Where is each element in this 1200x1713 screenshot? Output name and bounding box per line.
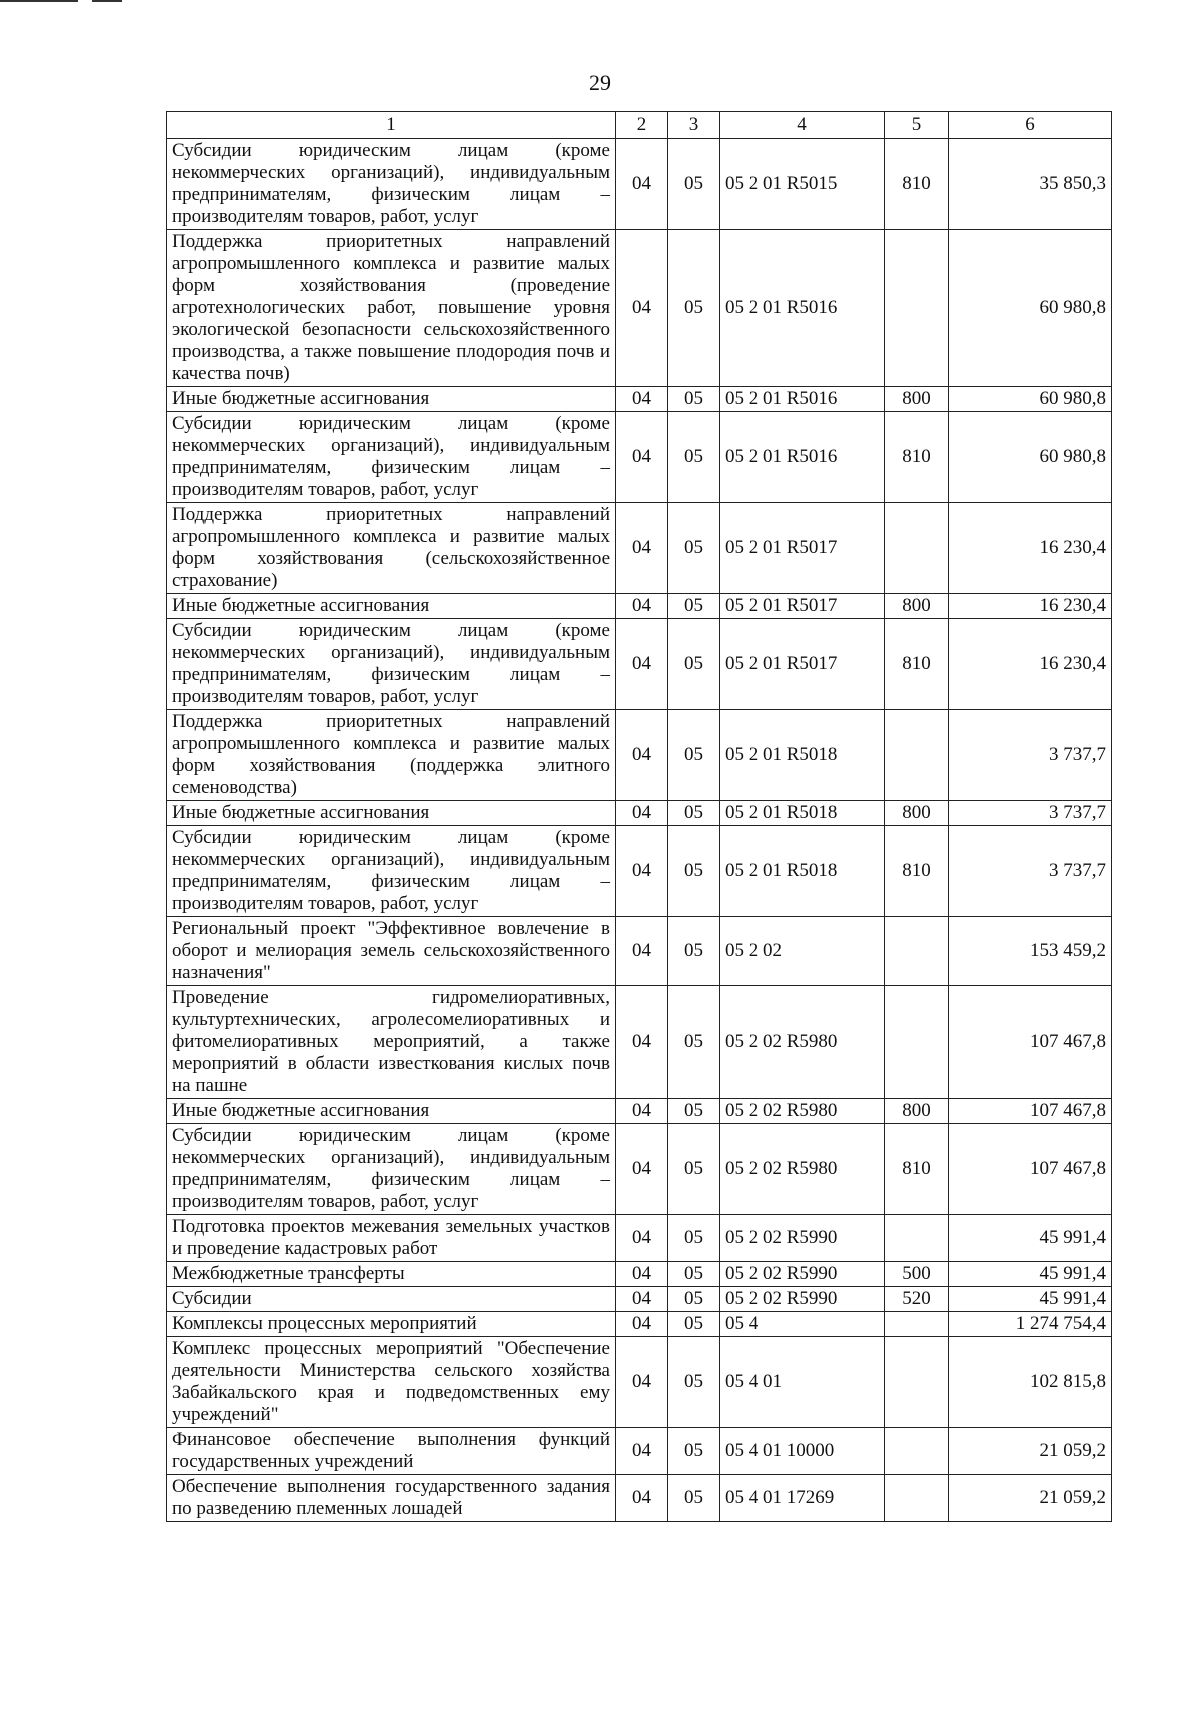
header-cell: 3: [668, 112, 720, 139]
amount-cell: 60 980,8: [949, 412, 1112, 503]
row-name-cell: Субсидии юридическим лицам (кроме некоммерческих организаций), индивидуальным предпринимателям, физическим лицам – производителям товаров, работ, услуг: [167, 139, 616, 230]
subsection-code-cell: 05: [668, 387, 720, 412]
target-article-cell: 05 4 01 10000: [720, 1428, 885, 1475]
table-row: [167, 801, 1112, 826]
subsection-code-cell: 05: [668, 1287, 720, 1312]
target-article-cell: 05 2 02 R5990: [720, 1262, 885, 1287]
amount-cell: 21 059,2: [949, 1428, 1112, 1475]
target-article-cell: 05 2 01 R5016: [720, 387, 885, 412]
expense-type-cell: [885, 230, 949, 387]
section-code-cell: 04: [616, 1312, 668, 1337]
expense-type-cell: 810: [885, 1124, 949, 1215]
expense-type-cell: [885, 1312, 949, 1337]
expense-type-cell: [885, 986, 949, 1099]
section-code-cell: 04: [616, 1124, 668, 1215]
header-cell: 1: [167, 112, 616, 139]
subsection-code-cell: 05: [668, 1312, 720, 1337]
table-row: [167, 230, 1112, 387]
table-row: [167, 1262, 1112, 1287]
target-article-cell: 05 2 02 R5980: [720, 1099, 885, 1124]
target-article-cell: 05 2 01 R5017: [720, 503, 885, 594]
amount-cell: 60 980,8: [949, 230, 1112, 387]
expense-type-cell: 800: [885, 387, 949, 412]
row-name-cell: Иные бюджетные ассигнования: [167, 594, 616, 619]
target-article-cell: 05 2 02 R5990: [720, 1287, 885, 1312]
expense-type-cell: [885, 710, 949, 801]
section-code-cell: 04: [616, 986, 668, 1099]
target-article-cell: 05 2 01 R5016: [720, 412, 885, 503]
scan-edge-mark: [0, 0, 78, 2]
amount-cell: 3 737,7: [949, 801, 1112, 826]
subsection-code-cell: 05: [668, 1337, 720, 1428]
subsection-code-cell: 05: [668, 503, 720, 594]
row-name-cell: Межбюджетные трансферты: [167, 1262, 616, 1287]
row-name-cell: Субсидии юридическим лицам (кроме некоммерческих организаций), индивидуальным предпринимателям, физическим лицам – производителям товаров, работ, услуг: [167, 619, 616, 710]
section-code-cell: 04: [616, 1099, 668, 1124]
table-row: [167, 1337, 1112, 1428]
section-code-cell: 04: [616, 710, 668, 801]
amount-cell: 60 980,8: [949, 387, 1112, 412]
scan-edge-mark: [92, 0, 122, 2]
target-article-cell: 05 2 01 R5018: [720, 826, 885, 917]
expense-type-cell: 810: [885, 619, 949, 710]
amount-cell: 16 230,4: [949, 594, 1112, 619]
table-row: [167, 503, 1112, 594]
table-row: [167, 619, 1112, 710]
section-code-cell: 04: [616, 917, 668, 986]
row-name-cell: Поддержка приоритетных направлений агропромышленного комплекса и развитие малых форм хозяйствования (проведение агротехнологических работ, повышение уровня экологической безопасности сельскохозяйственного производства, а также повышение плодородия почв и качества почв): [167, 230, 616, 387]
row-name-cell: Комплексы процессных мероприятий: [167, 1312, 616, 1337]
subsection-code-cell: 05: [668, 139, 720, 230]
row-name-cell: Иные бюджетные ассигнования: [167, 801, 616, 826]
target-article-cell: 05 2 01 R5018: [720, 710, 885, 801]
section-code-cell: 04: [616, 1287, 668, 1312]
target-article-cell: 05 2 01 R5015: [720, 139, 885, 230]
subsection-code-cell: 05: [668, 412, 720, 503]
subsection-code-cell: 05: [668, 1262, 720, 1287]
section-code-cell: 04: [616, 1215, 668, 1262]
subsection-code-cell: 05: [668, 917, 720, 986]
table-row: [167, 986, 1112, 1099]
subsection-code-cell: 05: [668, 594, 720, 619]
subsection-code-cell: 05: [668, 230, 720, 387]
row-name-cell: Подготовка проектов межевания земельных участков и проведение кадастровых работ: [167, 1215, 616, 1262]
expense-type-cell: [885, 1215, 949, 1262]
row-name-cell: Иные бюджетные ассигнования: [167, 387, 616, 412]
amount-cell: 102 815,8: [949, 1337, 1112, 1428]
row-name-cell: Региональный проект "Эффективное вовлечение в оборот и мелиорация земель сельскохозяйственного назначения": [167, 917, 616, 986]
table-row: [167, 1475, 1112, 1522]
amount-cell: 107 467,8: [949, 1124, 1112, 1215]
section-code-cell: 04: [616, 1475, 668, 1522]
table-row: [167, 826, 1112, 917]
table-row: [167, 917, 1112, 986]
row-name-cell: Субсидии: [167, 1287, 616, 1312]
target-article-cell: 05 2 02 R5980: [720, 986, 885, 1099]
subsection-code-cell: 05: [668, 826, 720, 917]
table-row: [167, 594, 1112, 619]
subsection-code-cell: 05: [668, 801, 720, 826]
expense-type-cell: [885, 503, 949, 594]
target-article-cell: 05 4 01: [720, 1337, 885, 1428]
budget-table: [166, 111, 1112, 1522]
section-code-cell: 04: [616, 1262, 668, 1287]
amount-cell: 21 059,2: [949, 1475, 1112, 1522]
amount-cell: 107 467,8: [949, 986, 1112, 1099]
table-row: [167, 412, 1112, 503]
target-article-cell: 05 4: [720, 1312, 885, 1337]
amount-cell: 45 991,4: [949, 1262, 1112, 1287]
expense-type-cell: 800: [885, 1099, 949, 1124]
expense-type-cell: [885, 1475, 949, 1522]
row-name-cell: Поддержка приоритетных направлений агропромышленного комплекса и развитие малых форм хозяйствования (сельскохозяйственное страхование): [167, 503, 616, 594]
subsection-code-cell: 05: [668, 619, 720, 710]
subsection-code-cell: 05: [668, 1124, 720, 1215]
target-article-cell: 05 2 01 R5017: [720, 594, 885, 619]
target-article-cell: 05 4 01 17269: [720, 1475, 885, 1522]
table-row: [167, 1099, 1112, 1124]
expense-type-cell: 810: [885, 412, 949, 503]
expense-type-cell: 800: [885, 594, 949, 619]
expense-type-cell: 810: [885, 139, 949, 230]
header-cell: 4: [720, 112, 885, 139]
section-code-cell: 04: [616, 619, 668, 710]
amount-cell: 35 850,3: [949, 139, 1112, 230]
amount-cell: 45 991,4: [949, 1215, 1112, 1262]
expense-type-cell: 520: [885, 1287, 949, 1312]
row-name-cell: Проведение гидромелиоративных, культуртехнических, агролесомелиоративных и фитомелиоративных мероприятий, а также мероприятий в области известкования кислых почв на пашне: [167, 986, 616, 1099]
amount-cell: 153 459,2: [949, 917, 1112, 986]
amount-cell: 16 230,4: [949, 619, 1112, 710]
table-row: [167, 1287, 1112, 1312]
section-code-cell: 04: [616, 1428, 668, 1475]
row-name-cell: Иные бюджетные ассигнования: [167, 1099, 616, 1124]
subsection-code-cell: 05: [668, 1099, 720, 1124]
table-row: [167, 1215, 1112, 1262]
amount-cell: 107 467,8: [949, 1099, 1112, 1124]
target-article-cell: 05 2 01 R5016: [720, 230, 885, 387]
expense-type-cell: 500: [885, 1262, 949, 1287]
section-code-cell: 04: [616, 594, 668, 619]
target-article-cell: 05 2 01 R5018: [720, 801, 885, 826]
row-name-cell: Субсидии юридическим лицам (кроме некоммерческих организаций), индивидуальным предпринимателям, физическим лицам – производителям товаров, работ, услуг: [167, 412, 616, 503]
table-row: [167, 139, 1112, 230]
amount-cell: 3 737,7: [949, 710, 1112, 801]
row-name-cell: Субсидии юридическим лицам (кроме некоммерческих организаций), индивидуальным предпринимателям, физическим лицам – производителям товаров, работ, услуг: [167, 826, 616, 917]
row-name-cell: Субсидии юридическим лицам (кроме некоммерческих организаций), индивидуальным предпринимателям, физическим лицам – производителям товаров, работ, услуг: [167, 1124, 616, 1215]
row-name-cell: Поддержка приоритетных направлений агропромышленного комплекса и развитие малых форм хозяйствования (поддержка элитного семеноводства): [167, 710, 616, 801]
table-header-row: [167, 112, 1112, 139]
subsection-code-cell: 05: [668, 1215, 720, 1262]
header-cell: 2: [616, 112, 668, 139]
expense-type-cell: [885, 917, 949, 986]
table-row: [167, 1312, 1112, 1337]
target-article-cell: 05 2 01 R5017: [720, 619, 885, 710]
table-row: [167, 710, 1112, 801]
section-code-cell: 04: [616, 826, 668, 917]
subsection-code-cell: 05: [668, 986, 720, 1099]
section-code-cell: 04: [616, 801, 668, 826]
subsection-code-cell: 05: [668, 710, 720, 801]
section-code-cell: 04: [616, 1337, 668, 1428]
row-name-cell: Финансовое обеспечение выполнения функций государственных учреждений: [167, 1428, 616, 1475]
subsection-code-cell: 05: [668, 1428, 720, 1475]
row-name-cell: Комплекс процессных мероприятий "Обеспечение деятельности Министерства сельского хозяйства Забайкальского края и подведомственных ему учреждений": [167, 1337, 616, 1428]
target-article-cell: 05 2 02 R5980: [720, 1124, 885, 1215]
subsection-code-cell: 05: [668, 1475, 720, 1522]
budget-table-body: [167, 112, 1112, 1522]
section-code-cell: 04: [616, 503, 668, 594]
table-row: [167, 387, 1112, 412]
target-article-cell: 05 2 02 R5990: [720, 1215, 885, 1262]
expense-type-cell: [885, 1337, 949, 1428]
amount-cell: 1 274 754,4: [949, 1312, 1112, 1337]
amount-cell: 16 230,4: [949, 503, 1112, 594]
table-row: [167, 1428, 1112, 1475]
section-code-cell: 04: [616, 230, 668, 387]
section-code-cell: 04: [616, 387, 668, 412]
expense-type-cell: [885, 1428, 949, 1475]
amount-cell: 45 991,4: [949, 1287, 1112, 1312]
expense-type-cell: 810: [885, 826, 949, 917]
section-code-cell: 04: [616, 139, 668, 230]
row-name-cell: Обеспечение выполнения государственного задания по разведению племенных лошадей: [167, 1475, 616, 1522]
header-cell: 6: [949, 112, 1112, 139]
table-row: [167, 1124, 1112, 1215]
section-code-cell: 04: [616, 412, 668, 503]
target-article-cell: 05 2 02: [720, 917, 885, 986]
expense-type-cell: 800: [885, 801, 949, 826]
amount-cell: 3 737,7: [949, 826, 1112, 917]
header-cell: 5: [885, 112, 949, 139]
page-number: 29: [589, 70, 611, 95]
